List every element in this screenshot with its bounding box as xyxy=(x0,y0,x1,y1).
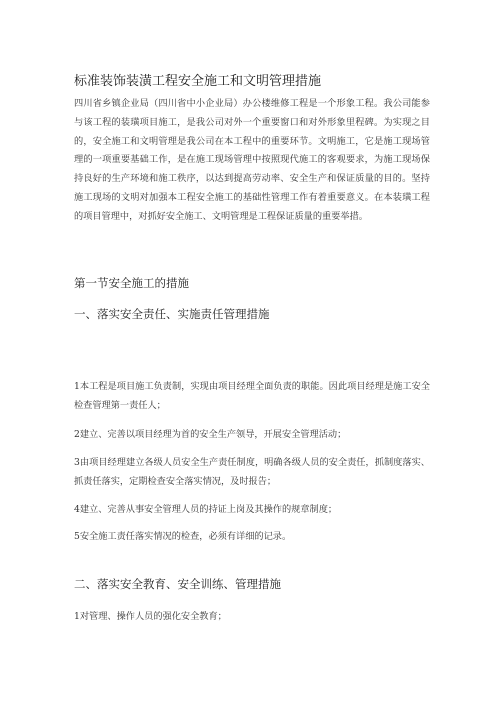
intro-line: 的，安全施工和文明管理是我公司在本工程中的重要环节。文明施工，它是施工现场管 xyxy=(74,135,430,147)
intro-line: 施工现场的文明对加强本工程安全施工的基础性管理工作有着重要意义。在本装璜工程 xyxy=(74,191,430,203)
intro-line: 的项目管理中，对抓好安全施工、文明管理是工程保证质量的重要举措。 xyxy=(74,210,368,222)
intro-paragraph xyxy=(74,95,430,227)
list-item-line: 抓责任落实，定期检查安全落实情况，及时报告； xyxy=(74,475,277,487)
list-item xyxy=(74,501,430,520)
intro-line: 与该工程的装璜项目施工，是我公司对外一个重要窗口和对外形象里程碑。为实现之目 xyxy=(74,116,430,128)
list-item-line: 2建立、完善以项目经理为首的安全生产领导，开展安全管理活动； xyxy=(74,429,347,440)
intro-line: 四川省乡镇企业局（四川省中小企业局）办公楼维修工程是一个形象工程。我公司能参 xyxy=(74,98,430,109)
list-item-line: 4建立、完善从事安全管理人员的持证上岗及其操作的规章制度； xyxy=(74,504,338,515)
section-heading: 第一节安全施工的措施 xyxy=(74,276,189,290)
list-item-line: 3由项目经理建立各级人员安全生产责任制度，明确各级人员的安全责任，抓制度落实、 xyxy=(74,457,430,468)
list-item xyxy=(74,454,430,492)
list-item-line: 1本工程是项目施工负责制，实现由项目经理全面负责的职能。因此项目经理是施工安全 xyxy=(74,381,430,392)
list-item-line: 检查管理第一责任人； xyxy=(74,399,166,411)
subsection-heading-2: 二、落实安全教育、安全训练、管理措施 xyxy=(74,577,281,591)
intro-line: 持良好的生产环境和施工秩序，以达到提高劳动率、安全生产和保证质量的目的。坚持 xyxy=(74,173,430,185)
list-item-line: 5安全施工责任落实情况的检查，必须有详细的记录。 xyxy=(74,531,292,542)
subsection-heading-1: 一、落实安全责任、实施责任管理措施 xyxy=(74,307,270,321)
list-item xyxy=(74,378,430,416)
list-item xyxy=(74,608,430,627)
list-item xyxy=(74,426,430,445)
list-item xyxy=(74,528,430,547)
intro-line: 理的一项重要基础工作，是在施工现场管理中按照现代施工的客观要求，为施工现场保 xyxy=(74,154,430,166)
document-title: 标准装饰装潢工程安全施工和文明管理措施 xyxy=(74,74,322,89)
list-item-line: 1对管理、操作人员的强化安全教育； xyxy=(74,611,227,622)
